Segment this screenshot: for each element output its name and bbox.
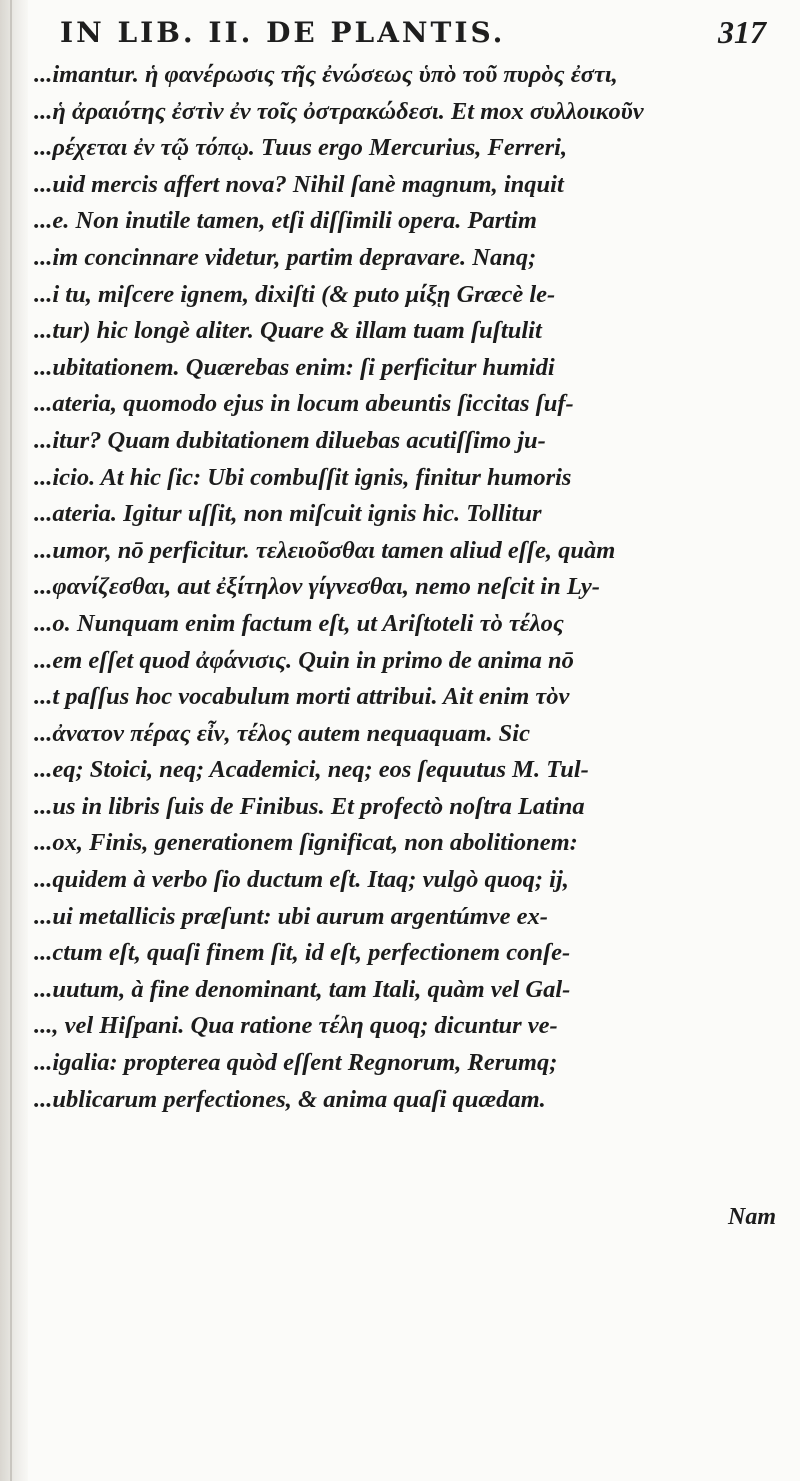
- text-line: ...i tu, miſcere ignem, dixiſti (& puto μίξῃ Græcè le-: [34, 280, 556, 308]
- text-line: ...umor, nō perficitur. τελειοῦσθαι tamen aliud eſſe, quàm: [34, 536, 616, 564]
- catchword: Nam: [728, 1204, 776, 1230]
- page-header: [60, 10, 766, 54]
- text-line: ...eq; Stoici, neq; Academici, neq; eos ſequutus M. Tul-: [34, 756, 589, 784]
- text-line: ...t paſſus hoc vocabulum morti attribui. Ait enim τὸν: [34, 683, 570, 711]
- text-line: ...tur) hic longè aliter. Quare & illam tuam ſuſtulit: [34, 317, 542, 345]
- text-line: ...uid mercis affert nova? Nihil ſanè magnum, inquit: [34, 170, 564, 198]
- page-number: 317: [718, 14, 766, 50]
- text-line: ...ρέχεται ἐν τῷ τόπῳ. Tuus ergo Mercurius, Ferreri,: [34, 134, 568, 162]
- text-line: ...icio. At hic ſic: Ubi combuſſit ignis, finitur humoris: [34, 463, 572, 491]
- text-line: ...igalia: propterea quòd eſſent Regnorum, Rerumq;: [34, 1049, 558, 1077]
- text-line: ...o. Nunquam enim factum eſt, ut Ariſtoteli τὸ τέλος: [34, 609, 564, 637]
- text-line: ...ἀνατον πέρας εἶν, τέλος autem nequaquam. Sic: [34, 719, 530, 747]
- text-line: ...quidem à verbo ſio ductum eſt. Itaq; vulgò quoq; ij,: [34, 866, 569, 894]
- text-line: ...φανίζεσθαι, aut ἐξίτηλον γίγνεσθαι, nemo neſcit in Ly-: [34, 573, 600, 601]
- text-line: ..., vel Hiſpani. Qua ratione τέλη quoq; dicuntur ve-: [34, 1012, 558, 1040]
- text-line: ...ubitationem. Quærebas enim: ſi perficitur humidi: [34, 353, 555, 381]
- running-head: IN LIB. II. DE PLANTIS.: [60, 16, 506, 49]
- body-text: [34, 57, 782, 1118]
- text-line: ...ox, Finis, generationem ſignificat, non abolitionem:: [34, 829, 578, 857]
- gutter-edge-line: [10, 0, 12, 1481]
- text-line: ...e. Non inutile tamen, etſi diſſimili opera. Partim: [34, 207, 537, 235]
- text-line: ...ublicarum perfectiones, & anima quaſi quædam.: [34, 1085, 546, 1113]
- text-line: ...ui metallicis præſunt: ubi aurum argentúmve ex-: [34, 902, 548, 930]
- text-line: ...ateria, quomodo ejus in locum abeuntis ſiccitas ſuf-: [34, 390, 574, 418]
- text-line: ...ateria. Igitur uſſit, non miſcuit ignis hic. Tollitur: [34, 500, 542, 528]
- text-line: ...uutum, à fine denominant, tam Itali, quàm vel Gal-: [34, 975, 571, 1003]
- text-line: ...ἡ ἀραιότης ἐστὶν ἐν τοῖς ὀστρακώδεσι. Et mox συλλοικοῦν: [34, 97, 644, 125]
- text-line: ...im concinnare videtur, partim depravare. Nanq;: [34, 243, 537, 271]
- binding-gutter: [0, 0, 28, 1481]
- text-line: ...em eſſet quod ἀφάνισις. Quin in primo de anima nō: [34, 646, 574, 674]
- text-line: ...us in libris ſuis de Finibus. Et profectò noſtra Latina: [34, 792, 585, 820]
- text-line: ...itur? Quam dubitationem diluebas acutiſſimo ju-: [34, 426, 546, 454]
- text-line: ...imantur. ἡ φανέρωσις τῆς ἐνώσεως ὑπὸ τοῦ πυρὸς ἐστι,: [34, 61, 618, 88]
- text-line: ...ctum eſt, quaſi finem ſit, id eſt, perfectionem conſe-: [34, 939, 571, 967]
